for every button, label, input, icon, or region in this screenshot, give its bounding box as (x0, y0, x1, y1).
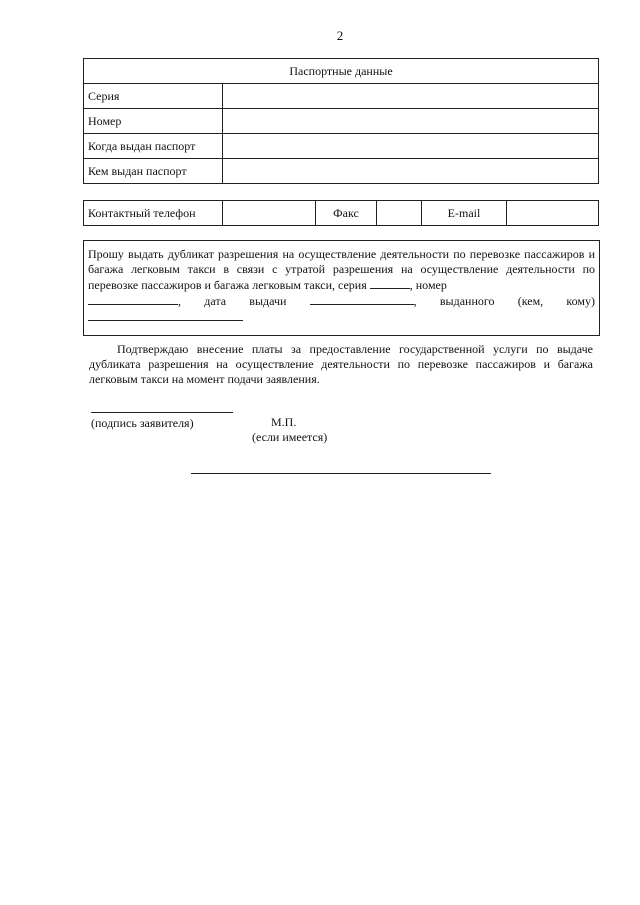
email-label: E-mail (422, 201, 507, 226)
contacts-table (83, 200, 599, 226)
page-number: 2 (336, 28, 344, 43)
request-box (83, 240, 600, 336)
table-row (84, 159, 599, 184)
phone-field[interactable] (223, 201, 316, 226)
passport-series-field[interactable] (223, 84, 599, 109)
passport-issuer-label: Кем выдан паспорт (84, 159, 223, 184)
passport-series-label: Серия (84, 84, 223, 109)
divider-line (191, 473, 491, 474)
passport-issue-date-field[interactable] (223, 134, 599, 159)
request-text-4: , выданного (кем, кому) (413, 294, 595, 308)
signature-line[interactable] (91, 412, 233, 413)
signature-caption: (подпись заявителя) (91, 416, 194, 430)
table-row (84, 134, 599, 159)
passport-header: Паспортные данные (84, 59, 599, 84)
stamp-note: (если имеется) (252, 430, 328, 444)
passport-number-label: Номер (84, 109, 223, 134)
issue-date-blank[interactable] (310, 293, 414, 305)
fax-field[interactable] (377, 201, 422, 226)
passport-issue-date-label: Когда выдан паспорт (84, 134, 223, 159)
stamp-label: М.П. (271, 415, 297, 429)
request-text-1: Прошу выдать дубликат разрешения на осуществление деятельности по перевозке пассажиров и багажа легковым такси в связи с утратой разрешения на осуществление деятельности по перевозке пассажиров и багажа легковым такси, серия (88, 247, 595, 292)
phone-label: Контактный телефон (84, 201, 223, 226)
request-text-2: , номер (409, 278, 447, 292)
email-field[interactable] (507, 201, 599, 226)
table-row (84, 109, 599, 134)
fax-label: Факс (316, 201, 377, 226)
series-blank[interactable] (370, 277, 410, 289)
request-text-3: , дата выдачи (178, 294, 310, 308)
passport-table (83, 58, 599, 184)
confirmation-paragraph: Подтверждаю внесение платы за предоставление государственной услуги по выдаче дубликата разрешения на осуществление деятельности по перевозке пассажиров и багажа легковым такси на момент подачи заявления. (89, 342, 593, 386)
passport-issuer-field[interactable] (223, 159, 599, 184)
passport-number-field[interactable] (223, 109, 599, 134)
number-blank[interactable] (88, 293, 178, 305)
issuer-blank[interactable] (88, 309, 243, 321)
table-row (84, 84, 599, 109)
